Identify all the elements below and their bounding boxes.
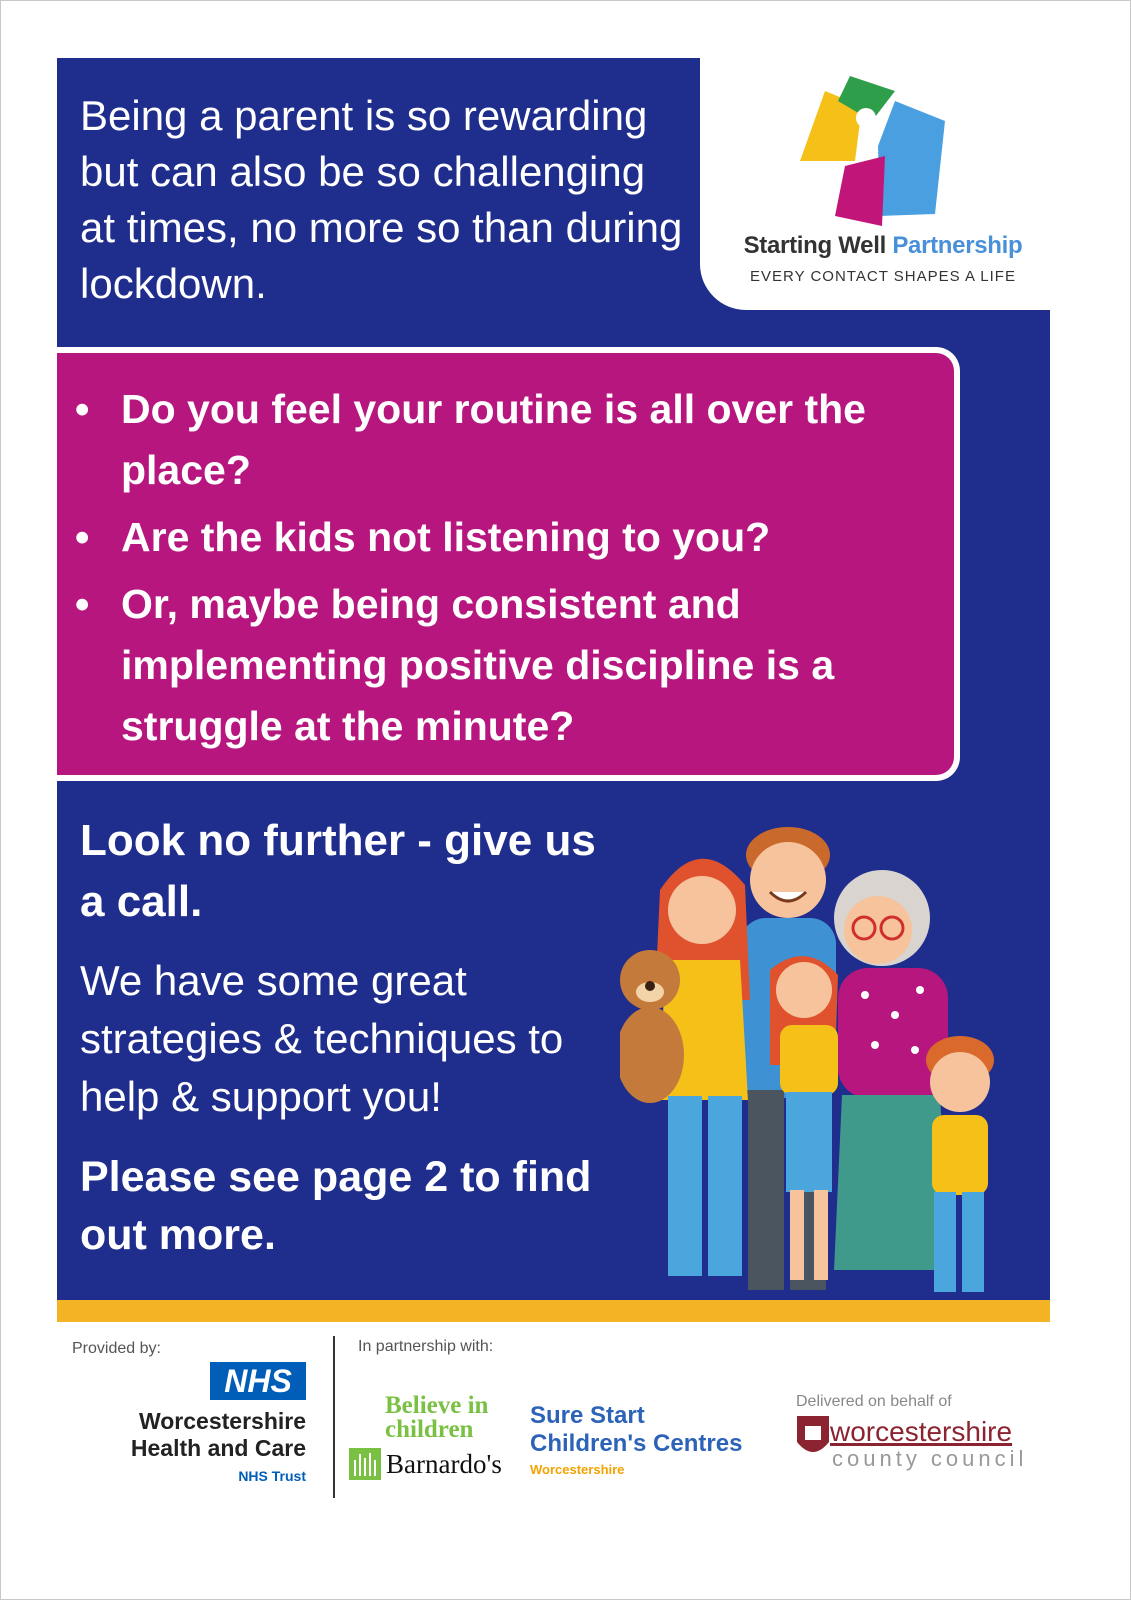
footer-divider bbox=[333, 1336, 335, 1498]
question-text: Or, maybe being consistent and implementing positive discipline is a struggle at the minute? bbox=[121, 581, 835, 749]
barnardos-logo-icon bbox=[349, 1448, 381, 1480]
cta-more: Please see page 2 to find out more. bbox=[80, 1153, 592, 1259]
surestart-line1: Sure Start bbox=[530, 1402, 645, 1429]
council-crest-icon bbox=[795, 1412, 831, 1464]
question-item bbox=[75, 507, 955, 568]
surestart-sub: Worcestershire bbox=[530, 1462, 625, 1477]
starting-well-logo-icon bbox=[800, 76, 960, 226]
nhs-org-line1: Worcestershire bbox=[138, 1408, 306, 1434]
questions-panel bbox=[57, 347, 960, 781]
question-text: Do you feel your routine is all over the place? bbox=[121, 386, 866, 493]
family-illustration bbox=[620, 800, 1040, 1322]
logo-name bbox=[718, 232, 1048, 260]
gold-strip bbox=[57, 1300, 1050, 1322]
barnardos-name: Barnardo's bbox=[386, 1449, 502, 1479]
nhs-org-name bbox=[80, 1408, 306, 1462]
surestart-line2: Children's Centres bbox=[530, 1430, 743, 1457]
council-sub: county council bbox=[832, 1446, 1028, 1471]
bullet-icon: • bbox=[75, 581, 90, 627]
surestart-name bbox=[530, 1402, 770, 1458]
question-text: Are the kids not listening to you? bbox=[121, 514, 771, 560]
nhs-trust-label: NHS Trust bbox=[238, 1468, 306, 1484]
nhs-logo: NHS bbox=[210, 1362, 306, 1400]
partnership-label: In partnership with: bbox=[358, 1338, 494, 1355]
provided-by-label: Provided by: bbox=[72, 1340, 161, 1357]
bullet-icon: • bbox=[75, 514, 90, 560]
bullet-icon: • bbox=[75, 386, 90, 432]
cta-heading: Look no further - give us a call. bbox=[80, 816, 596, 926]
intro-text: Being a parent is so rewarding but can also be so challenging at times, no more so than during lockdown. bbox=[80, 92, 683, 307]
delivered-label: Delivered on behalf of bbox=[796, 1393, 952, 1410]
nhs-org-line2: Health and Care bbox=[130, 1435, 306, 1461]
question-item bbox=[75, 379, 955, 501]
logo-tagline: EVERY CONTACT SHAPES A LIFE bbox=[750, 268, 1016, 285]
cta-body: We have some great strategies & techniques to help & support you! bbox=[80, 957, 564, 1120]
question-list bbox=[75, 379, 955, 763]
logo-name-part1: Starting Well bbox=[743, 232, 886, 259]
logo-name-part2: Partnership bbox=[892, 232, 1023, 259]
council-name: worcestershire bbox=[830, 1416, 1013, 1447]
question-item bbox=[75, 574, 955, 757]
barnardos-slogan: Believe in children bbox=[385, 1392, 489, 1443]
